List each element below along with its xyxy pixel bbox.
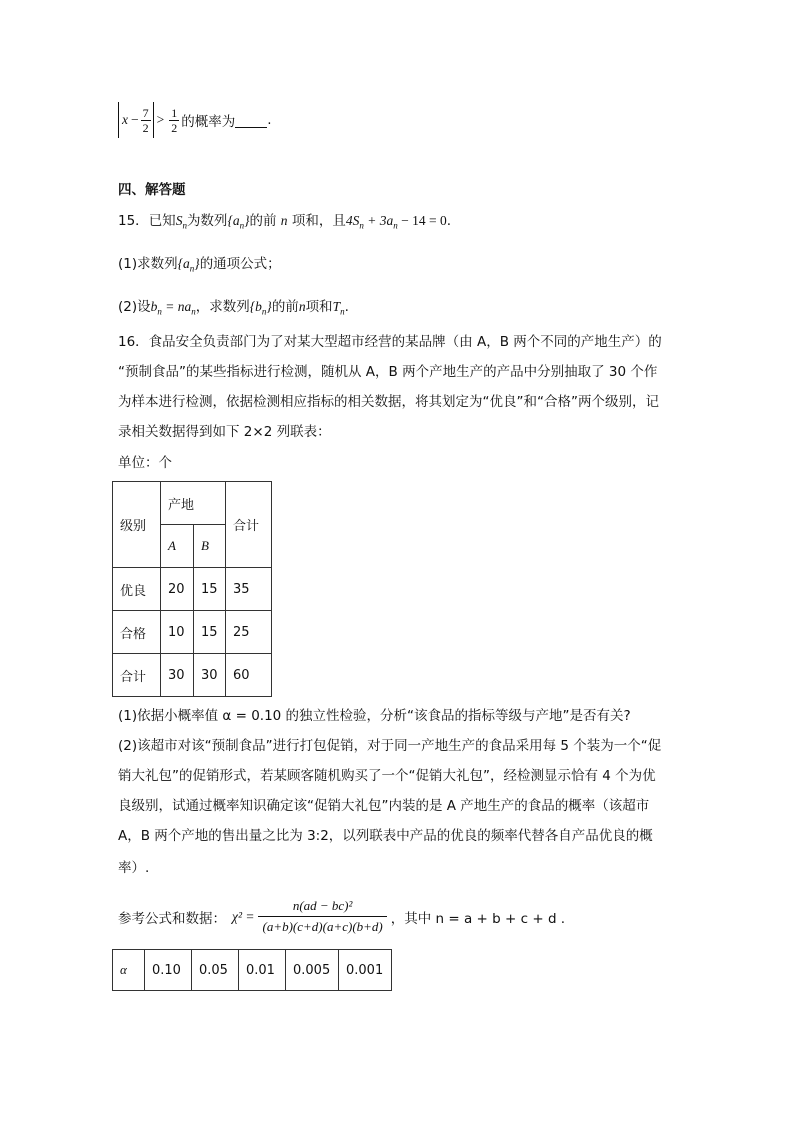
q16-sub2-line-5: 率）. bbox=[118, 860, 150, 876]
fraction-seven-halves: $\frac{7}{2}$ bbox=[142, 105, 149, 135]
q15-part1: (1)求数列$\{a_n\}$的通项公式； bbox=[118, 256, 281, 274]
var-x: x bbox=[122, 112, 128, 127]
table-row: 优良 20 15 35 bbox=[113, 568, 272, 611]
abs-bar-left bbox=[118, 102, 119, 138]
q15-part2: (2)设$b_n = na_n$，求数列$\{b_n\}$的前n项和$T_n$. bbox=[118, 299, 349, 317]
q16-sub2-line-4: A，B 两个产地的售出量之比为 3:2，以列联表中产品的优良的频率代替各自产品优良的概 bbox=[118, 828, 653, 844]
section-title: 四、解答题 bbox=[118, 182, 186, 198]
header-A: A bbox=[161, 525, 194, 568]
table-row: 合格 10 15 25 bbox=[113, 611, 272, 654]
chi-square: χ² = bbox=[232, 908, 255, 924]
header-total: 合计 bbox=[226, 482, 272, 568]
answer-blank bbox=[235, 113, 267, 128]
q15-stem: 15．已知$S_n$为数列$\{a_n\}$的前 n 项和，且$4S_n + 3a_n - 14 = 0$. bbox=[118, 213, 451, 231]
fragment-tail: 的概率为 bbox=[181, 114, 236, 130]
chi-square-fraction: $\frac{\text{n(ad − bc)²}}{(a+b)(c+d)(a+c)(b+d)}$ bbox=[258, 898, 386, 935]
header-origin: 产地 bbox=[161, 482, 226, 525]
formula-tail: ，其中 n = a + b + c + d . bbox=[390, 910, 566, 927]
q16-sub2-line-1: (2)该超市对该“预制食品”进行打包促销，对于同一产地生产的食品采用每 5 个装为一个“促 bbox=[118, 738, 662, 754]
header-B: B bbox=[194, 525, 226, 568]
unit-label: 单位：个 bbox=[118, 455, 172, 471]
q16-sub1: (1)依据小概率值 α = 0.10 的独立性检验，分析“该食品的指标等级与产地”是否有关? bbox=[118, 708, 631, 724]
q16-line-4: 录相关数据得到如下 2×2 列联表： bbox=[118, 424, 331, 440]
header-level: 级别 bbox=[113, 482, 161, 568]
q16-line-3: 为样本进行检测，依据检测相应指标的相关数据，将其划定为“优良”和“合格”两个级别，记 bbox=[118, 394, 659, 410]
contingency-table bbox=[112, 481, 272, 697]
reference-formula: 参考公式和数据： χ² = $\frac{\text{n(ad − bc)²}}{(a+b)(c+d)(a+c)(b+d)}$ ，其中 n = a + b + c + d . bbox=[118, 898, 566, 934]
greater-than: > bbox=[156, 112, 165, 127]
alpha-table: α 0.10 0.05 0.01 0.005 0.001 bbox=[112, 949, 392, 991]
table-row: 合计 30 30 60 bbox=[113, 654, 272, 697]
minus-sign: − bbox=[131, 112, 139, 127]
q16-line-1: 16．食品安全负责部门为了对某大型超市经营的某品牌（由 A，B 两个不同的产地生产）的 bbox=[118, 334, 662, 350]
abs-bar-right bbox=[153, 102, 154, 138]
q16-sub2-line-2: 销大礼包”的促销形式，若某顾客随机购买了一个“促销大礼包”，经检测显示恰有 4 个为优 bbox=[118, 768, 656, 784]
q16-line-2: “预制食品”的某些指标进行检测，随机从 A，B 两个产地生产的产品中分别抽取了 30 个作 bbox=[118, 364, 658, 380]
prev-question-fragment bbox=[118, 100, 272, 140]
fraction-one-half: $\frac{1}{2}$ bbox=[171, 105, 178, 135]
q16-sub2-line-3: 良级别，试通过概率知识确定该“促销大礼包”内装的是 A 产地生产的食品的概率（该超市 bbox=[118, 798, 650, 814]
fragment-period: . bbox=[267, 112, 272, 128]
